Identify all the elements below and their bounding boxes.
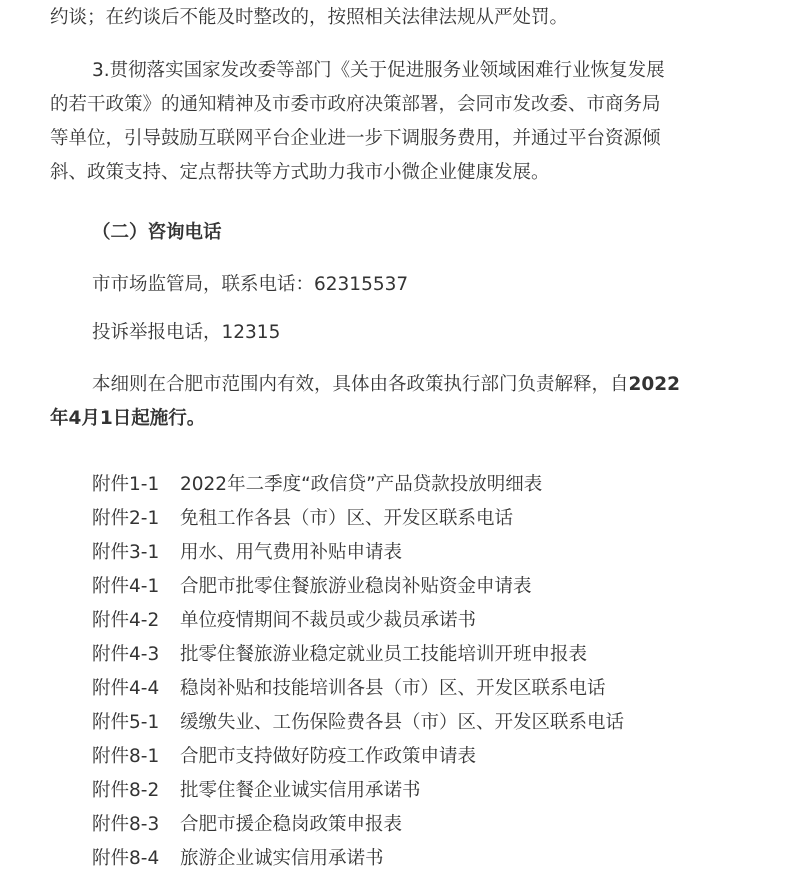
attachment-item (92, 674, 606, 704)
closing-line-1 (92, 370, 792, 400)
attachment-item (92, 606, 476, 636)
paragraph-top-line: 约谈；在约谈后不能及时整改的，按照相关法律法规从严处罚。 (50, 7, 569, 28)
attachment-title: 免租工作各县（市）区、开发区联系电话 (180, 508, 514, 529)
attachment-code: 附件8-4 (92, 848, 160, 869)
attachment-code: 附件1-1 (92, 474, 160, 495)
contact-line-2: 投诉举报电话，12315 (92, 322, 281, 343)
attachment-code: 附件4-2 (92, 610, 160, 631)
attachment-code: 附件2-1 (92, 508, 160, 529)
paragraph-3-line-1: 3.贯彻落实国家发改委等部门《关于促进服务业领域困难行业恢复发展 (92, 60, 665, 81)
attachment-code: 附件4-3 (92, 644, 160, 665)
attachment-code: 附件8-2 (92, 780, 160, 801)
attachment-code: 附件4-1 (92, 576, 160, 597)
attachment-title: 单位疫情期间不裁员或少裁员承诺书 (180, 610, 477, 631)
closing-line-2: 年4月1日起施行。 (50, 408, 206, 429)
attachment-title: 批零住餐企业诚实信用承诺书 (180, 780, 421, 801)
contact-line-1: 市市场监管局，联系电话：62315537 (92, 274, 409, 295)
attachment-title: 2022年二季度“政信贷”产品贷款投放明细表 (180, 474, 543, 495)
attachment-item (92, 708, 624, 738)
attachment-title: 旅游企业诚实信用承诺书 (180, 848, 384, 869)
paragraph-3-line-2: 的若干政策》的通知精神及市委市政府决策部署，会同市发改委、市商务局 (50, 94, 661, 115)
attachment-item (92, 572, 532, 602)
paragraph-3-line-4: 斜、政策支持、定点帮扶等方式助力我市小微企业健康发展。 (50, 162, 550, 183)
attachment-item (92, 470, 542, 500)
attachment-title: 用水、用气费用补贴申请表 (180, 542, 403, 563)
attachment-code: 附件8-3 (92, 814, 160, 835)
closing-date-year: 2022 (628, 374, 681, 395)
closing-text: 本细则在合肥市范围内有效，具体由各政策执行部门负责解释，自 (92, 374, 629, 395)
attachment-item (92, 538, 402, 568)
attachment-code: 附件5-1 (92, 712, 160, 733)
attachment-title: 稳岗补贴和技能培训各县（市）区、开发区联系电话 (180, 678, 606, 699)
attachment-item (92, 810, 402, 840)
attachment-title: 合肥市批零住餐旅游业稳岗补贴资金申请表 (180, 576, 532, 597)
section-heading: （二）咨询电话 (92, 222, 222, 243)
attachment-item (92, 776, 421, 806)
attachment-code: 附件4-4 (92, 678, 160, 699)
attachment-code: 附件3-1 (92, 542, 160, 563)
attachment-title: 合肥市援企稳岗政策申报表 (180, 814, 403, 835)
attachment-title: 合肥市支持做好防疫工作政策申请表 (180, 746, 477, 767)
attachment-item (92, 504, 513, 534)
attachment-code: 附件8-1 (92, 746, 160, 767)
attachment-item (92, 640, 587, 670)
attachment-title: 缓缴失业、工伤保险费各县（市）区、开发区联系电话 (180, 712, 625, 733)
attachment-item (92, 742, 476, 772)
attachment-title: 批零住餐旅游业稳定就业员工技能培训开班申报表 (180, 644, 588, 665)
paragraph-3-line-3: 等单位，引导鼓励互联网平台企业进一步下调服务费用，并通过平台资源倾 (50, 128, 661, 149)
